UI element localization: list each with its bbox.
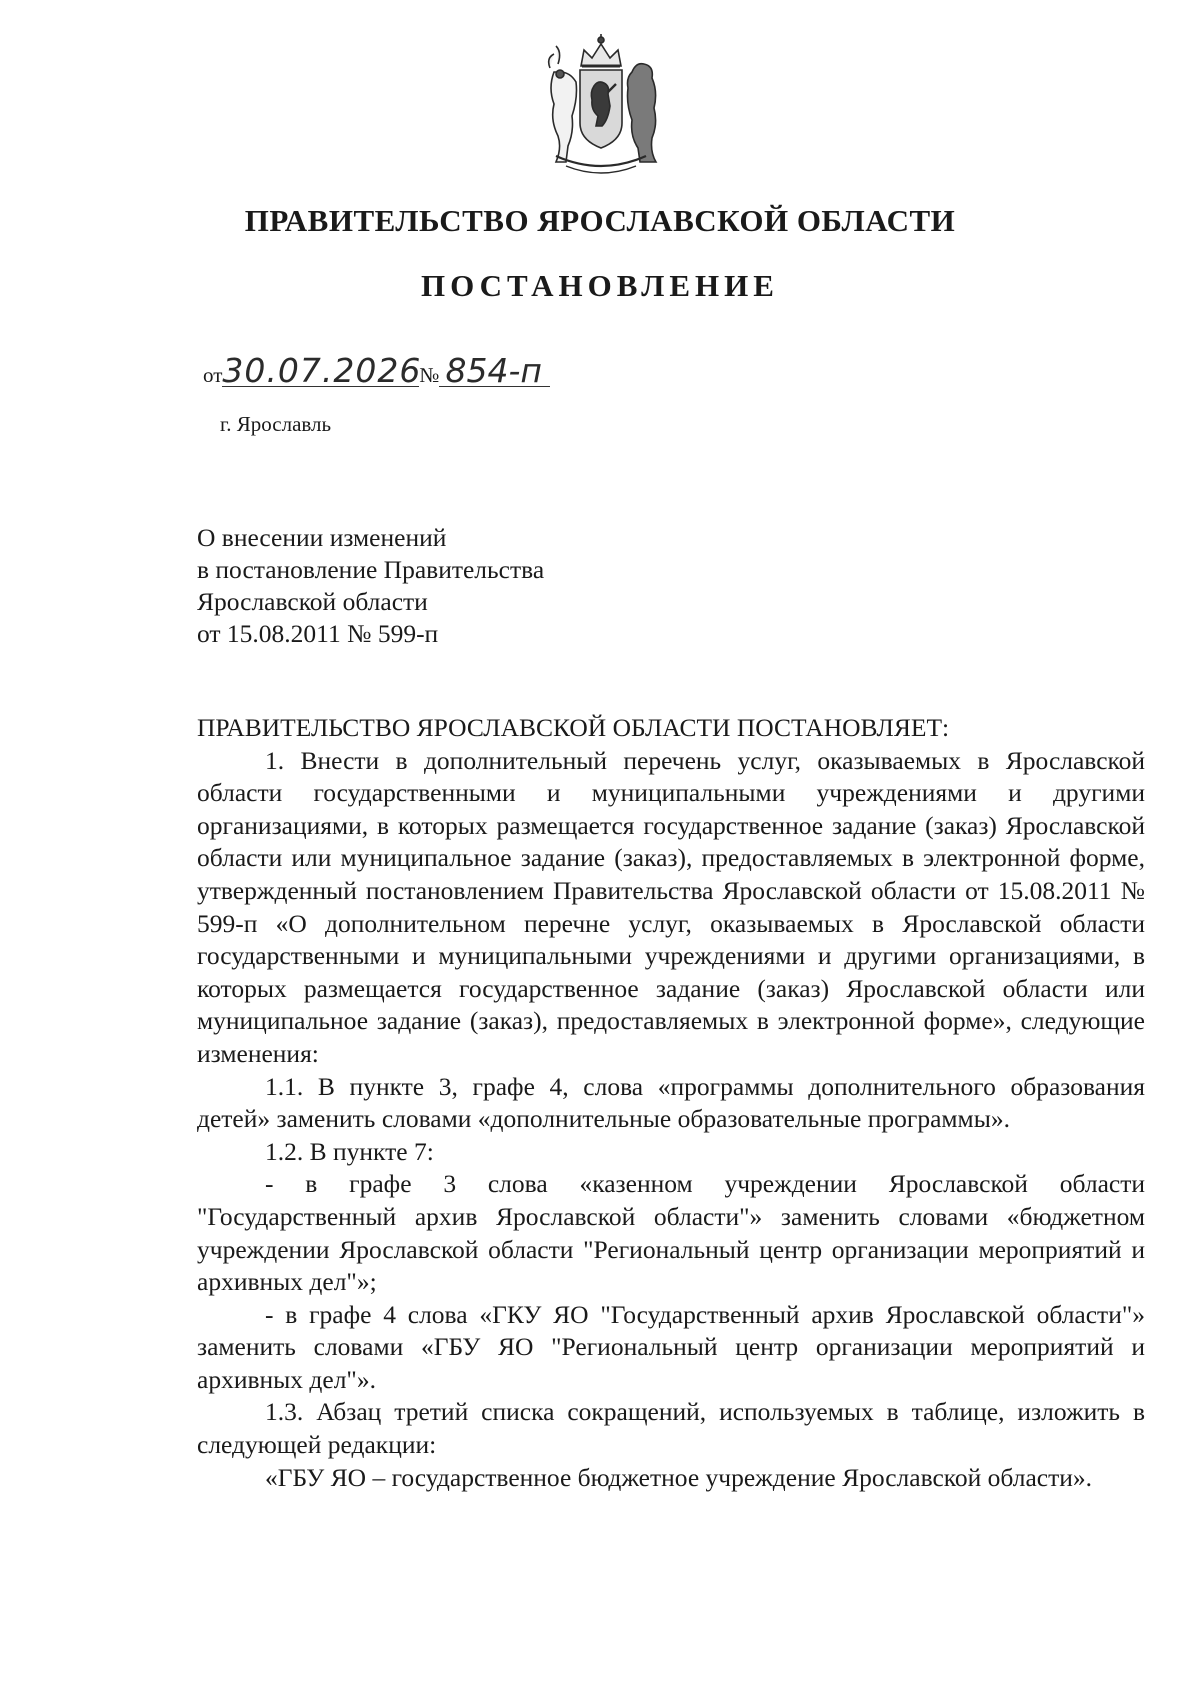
- number-handwritten: 854-п: [439, 356, 550, 387]
- paragraph: 1.3. Абзац третий списка сокращений, используемых в таблице, изложить в следующей редакции:: [197, 1397, 1145, 1460]
- resolution-heading: ПРАВИТЕЛЬСТВО ЯРОСЛАВСКОЙ ОБЛАСТИ ПОСТАНОВЛЯЕТ:: [197, 713, 950, 742]
- paragraph: - в графе 3 слова «казенном учреждении Ярославской области "Государственный архив Ярославской области"» заменить словами «бюджетном учреждении Ярославской области "Региональный центр организации мероприятий и архивных дел"»;: [197, 1169, 1145, 1297]
- subject-line: в постановление Правительства: [197, 555, 545, 584]
- paragraph: 1. Внести в дополнительный перечень услуг, оказываемых в Ярославской области государственными и муниципальными учреждениями и другими организациями, в которых размещается государственное задание (заказ) Ярославской области или муниципальное задание (заказ), предоставляемых в электронной форме, утвержденный постановлением Правительства Ярославской области от 15.08.2011 № 599-п «О дополнительном перечне услуг, оказываемых в Ярославской области государственными и муниципальными учреждениями и другими организациями, в которых размещается государственное задание (заказ) Ярославской области или муниципальное задание (заказ), предоставляемых в электронной форме», следующие изменения:: [197, 745, 1145, 1068]
- organization-title: ПРАВИТЕЛЬСТВО ЯРОСЛАВСКОЙ ОБЛАСТИ: [244, 203, 956, 238]
- subject-line: от 15.08.2011 № 599-п: [197, 619, 439, 648]
- paragraph: 1.1. В пункте 3, графе 4, слова «программы дополнительного образования детей» заменить словами «дополнительные образовательные программы».: [197, 1071, 1145, 1134]
- subject-line: О внесении изменений: [197, 523, 447, 552]
- document-body: [197, 712, 1145, 1494]
- document-subject: [197, 522, 544, 650]
- number-prefix: №: [419, 363, 440, 387]
- city: г. Ярославль: [220, 412, 332, 436]
- date-number-line: [203, 351, 550, 390]
- paragraph: - в графе 4 слова «ГКУ ЯО "Государственный архив Ярославской области"» заменить словами «ГБУ ЯО "Региональный центр организации мероприятий и архивных дел"».: [197, 1299, 1145, 1394]
- date-handwritten: 30.07.2026: [222, 351, 422, 390]
- paragraph: «ГБУ ЯО – государственное бюджетное учреждение Ярославской области».: [265, 1462, 1093, 1492]
- subject-line: Ярославской области: [197, 587, 428, 616]
- date-prefix: от: [203, 363, 223, 387]
- document-type: ПОСТАНОВЛЕНИЕ: [421, 268, 779, 303]
- coat-of-arms-icon: [536, 28, 666, 178]
- paragraph: 1.2. В пункте 7:: [265, 1136, 434, 1166]
